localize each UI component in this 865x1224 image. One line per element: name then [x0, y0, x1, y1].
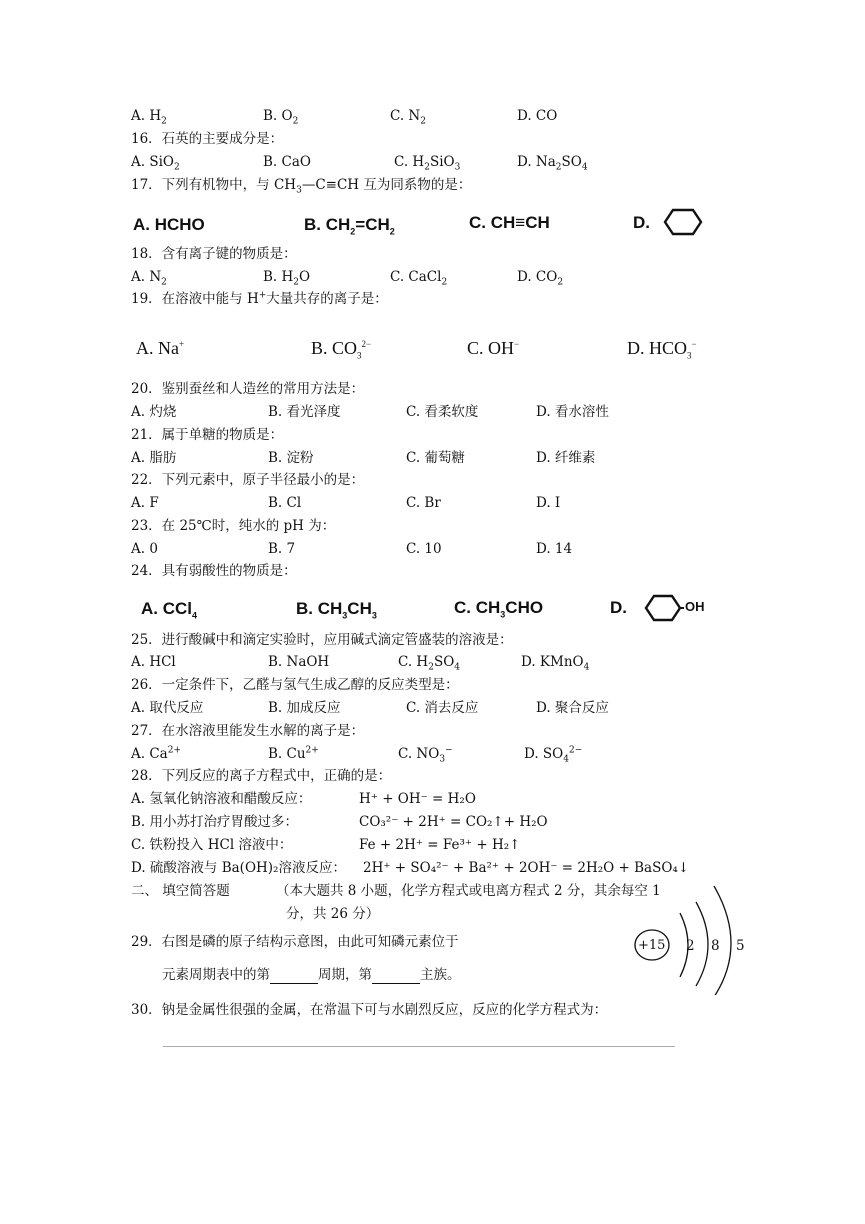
shell-2-electrons: 8	[711, 938, 720, 954]
benzene-ring-icon	[663, 207, 703, 237]
q18-option-a: A. $N_2$	[131, 269, 167, 288]
q21-option-c: C. 葡萄糖	[406, 450, 465, 466]
q30-stem: 30．钠是金属性很强的金属，在常温下可与水剧烈反应，反应的化学方程式为：	[131, 1002, 608, 1018]
q28-option-d-label: D. 硫酸溶液与 Ba(OH)₂溶液反应：	[131, 860, 346, 876]
section-title: 二、 填空简答题	[131, 883, 230, 899]
q28-stem: 28．下列反应的离子方程式中，正确的是：	[131, 768, 392, 784]
group-blank[interactable]	[372, 969, 420, 984]
q15-option-b: B. $O_2$	[263, 108, 299, 127]
q18-stem: 18．含有离子键的物质是：	[131, 246, 297, 262]
q23-stem: 23．在 25℃时，纯水的 pH 为：	[131, 518, 336, 534]
q19-stem: 19．在溶液中能与 H+大量共存的离子是：	[131, 290, 388, 307]
q28-option-c-equation: Fe + 2H⁺ = Fe³⁺ + H₂↑	[359, 837, 521, 853]
electron-shell-2	[696, 902, 708, 986]
q17-option-b: B. $CH_2=CH_2$	[304, 215, 395, 237]
q21-option-a: A. 脂肪	[131, 450, 177, 466]
q17-stem: 17．下列有机物中，与 $CH_3—C\equiv CH$ 互为同系物的是：	[131, 177, 472, 196]
q20-option-b: B. 看光泽度	[268, 404, 341, 420]
q18-option-d: D. $CO_2$	[517, 269, 564, 288]
q16-option-c: C. $H_2SiO_3$	[394, 154, 461, 173]
q26-option-c: C. 消去反应	[406, 700, 479, 716]
q28-option-c-label: C. 铁粉投入 HCl 溶液中：	[131, 837, 293, 853]
phenol-ring-icon	[644, 594, 684, 622]
q16-option-d: D. $Na_2SO_4$	[517, 154, 588, 173]
q22-stem: 22．下列元素中，原子半径最小的是：	[131, 472, 365, 488]
q20-option-a: A. 灼烧	[131, 404, 177, 420]
q15-option-c: C. $N_2$	[390, 108, 426, 127]
q19-option-b: B. $CO_3^{2-}$	[311, 338, 372, 361]
q24-option-a: A. CCl$_4$	[141, 599, 198, 621]
section-note-line1: （本大题共 8 小题，化学方程式或电离方程式 2 分，其余每空 1	[276, 883, 661, 899]
q19-option-d: D. $HCO_3^-$	[627, 338, 697, 361]
q27-option-a: A. $Ca^{2+}$	[131, 745, 181, 762]
q27-stem: 27．在水溶液里能发生水解的离子是：	[131, 723, 365, 739]
q15-option-a: A. $H_2$	[131, 108, 167, 127]
q29-line1: 29．右图是磷的原子结构示意图，由此可知磷元素位于	[131, 934, 459, 950]
q28-option-b-equation: CO₃²⁻ + 2H⁺ = CO₂↑+ H₂O	[359, 814, 548, 830]
q17-option-d: D.	[633, 213, 650, 232]
q17-option-a: A. HCHO	[133, 215, 205, 234]
q24-option-b: B. $CH_3CH_3$	[296, 599, 377, 621]
q20-stem: 20．鉴别蚕丝和人造丝的常用方法是：	[131, 381, 365, 397]
q16-option-b: B. CaO	[263, 154, 311, 170]
q27-option-c: C. $NO_3^-$	[398, 745, 453, 765]
q28-option-d-equation: 2H⁺ + SO₄²⁻ + Ba²⁺ + 2OH⁻ = 2H₂O + BaSO₄↓	[363, 860, 690, 876]
q27-option-b: B. $Cu^{2+}$	[268, 745, 319, 762]
shell-3-electrons: 5	[736, 938, 745, 954]
answer-line[interactable]	[163, 1046, 675, 1047]
q26-option-b: B. 加成反应	[268, 700, 341, 716]
q24-option-c: C. $CH_3CHO$	[454, 598, 544, 620]
q22-option-d: D. I	[536, 495, 561, 511]
section-note-line2: 分，共 26 分）	[286, 906, 380, 922]
q24-stem: 24．具有弱酸性的物质是：	[131, 563, 297, 579]
q25-option-b: B. NaOH	[268, 654, 330, 670]
q28-option-b-label: B. 用小苏打治疗胃酸过多：	[131, 814, 299, 830]
q20-option-d: D. 看水溶性	[536, 404, 609, 420]
q23-option-b: B. 7	[268, 541, 296, 557]
q25-option-c: C. $H_2SO_4$	[398, 654, 461, 673]
q28-option-a-label: A. 氢氧化钠溶液和醋酸反应：	[131, 791, 312, 807]
q19-option-a: A. Na+	[136, 338, 185, 358]
q26-stem: 26．一定条件下，乙醛与氢气生成乙醇的反应类型是：	[131, 677, 459, 693]
q26-option-d: D. 聚合反应	[536, 700, 609, 716]
q25-option-d: D. KMnO$_4$	[521, 654, 590, 673]
q29-line2: 元素周期表中的第 周期，第 主族。	[162, 967, 461, 983]
q18-option-b: B. $H_2O$	[263, 269, 311, 288]
q21-option-d: D. 纤维素	[536, 450, 596, 466]
q22-option-a: A. F	[131, 495, 159, 511]
q16-option-a: A. SiO$_2$	[131, 154, 180, 173]
q17-option-c: C. CH≡CH	[469, 213, 550, 232]
q18-option-c: C. CaCl$_2$	[390, 269, 448, 288]
q23-option-a: A. 0	[131, 541, 158, 557]
nucleus-charge: +15	[638, 938, 666, 953]
q21-stem: 21．属于单糖的物质是：	[131, 427, 284, 443]
q25-option-a: A. HCl	[131, 654, 176, 670]
q22-option-c: C. Br	[406, 495, 441, 511]
q27-option-d: D. $SO_4^{2-}$	[524, 745, 583, 765]
q16-stem: 16．石英的主要成分是：	[131, 131, 284, 147]
q23-option-c: C. 10	[406, 541, 442, 557]
phosphorus-atom-diagram	[630, 875, 750, 995]
q20-option-c: C. 看柔软度	[406, 404, 479, 420]
period-blank[interactable]	[270, 969, 318, 984]
q24-oh-label: OH	[685, 599, 705, 614]
q19-option-c: C. OH−	[467, 338, 520, 358]
q24-option-d: D.	[610, 598, 627, 617]
q23-option-d: D. 14	[536, 541, 573, 557]
q26-option-a: A. 取代反应	[131, 700, 204, 716]
shell-1-electrons: 2	[686, 938, 695, 954]
q28-option-a-equation: H⁺ + OH⁻ = H₂O	[359, 791, 476, 807]
q21-option-b: B. 淀粉	[268, 450, 314, 466]
q22-option-b: B. Cl	[268, 495, 302, 511]
q25-stem: 25．进行酸碱中和滴定实验时，应用碱式滴定管盛装的溶液是：	[131, 632, 513, 648]
q15-option-d: D. CO	[517, 108, 558, 124]
